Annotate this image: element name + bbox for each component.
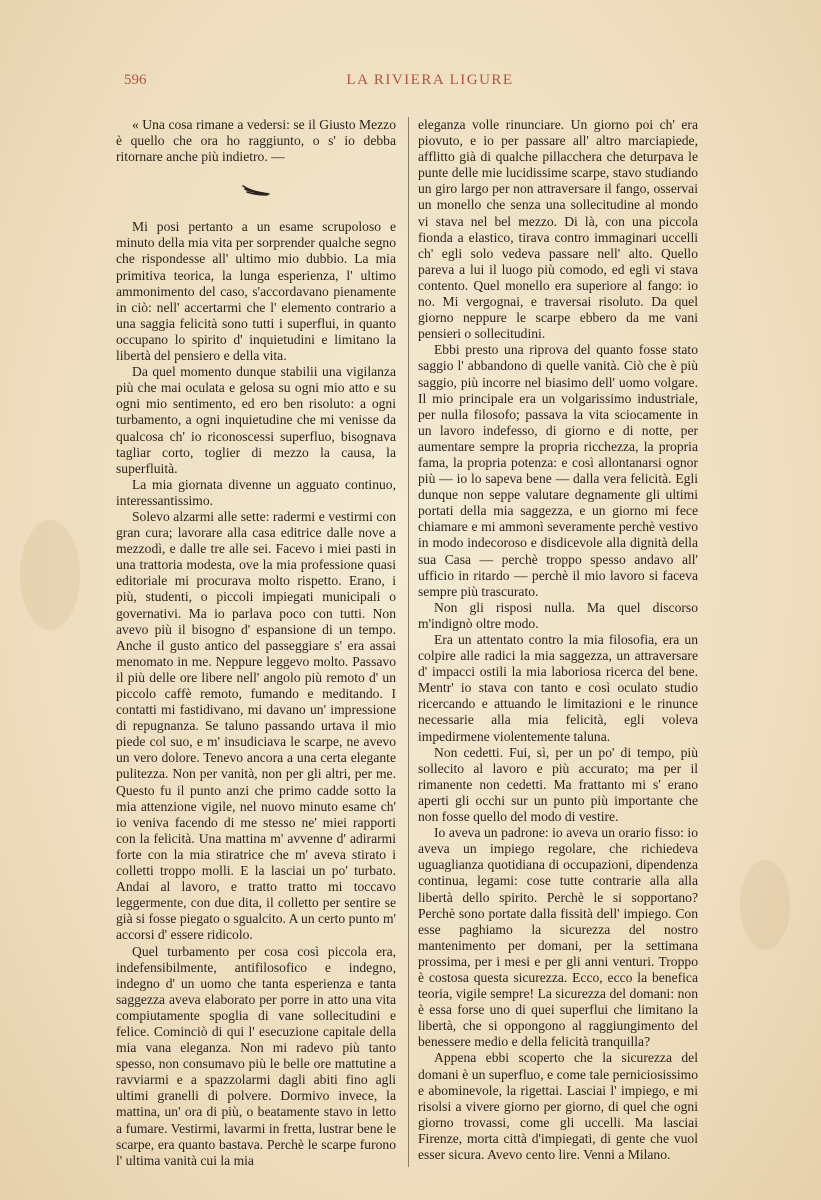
- paper-stain: [740, 860, 790, 950]
- page-number: 596: [124, 72, 147, 88]
- paragraph: Appena ebbi scoperto che la sicurezza del domani è un superfluo, e come tale perniciosissimo e abominevole, la rigettai. Lasciai l' impiego, e mi risolsi a vivere giorno per giorno, di quel che ogni giorno trovassi, come gli uccelli. Ma lasciai Firenze, morta città d'impiegati, di gente che vuol esser sicura. Avevo cento lire. Venni a Milano.: [418, 1050, 698, 1162]
- page-header: [120, 72, 740, 94]
- paragraph: Quel turbamento per cosa così piccola era, indefensibilmente, antifilosofico e indegno, indegno d' un uomo che tanta esperienza e tanta saggezza aveva elaborato per porre in atto una vita compiutamente spoglia di vane sollecitudini e felice. Cominciò di qui l' esecuzione capitale della mia vana eleganza. Non mi radevo più tanto spesso, non consumavo più le belle ore mattutine a ravviarmi e a spazzolarmi dagli abiti fino agli ultimi granelli di polvere. Dormivo invece, la mattina, un' ora di più, o beatamente stavo in letto a fumare. Vestirmi, lavarmi in fretta, lustrar bene le scarpe, era quanto bastava. Perchè le scarpe furono l' ultima vanità cui la mia: [116, 943, 396, 1168]
- paragraph: Da quel momento dunque stabilii una vigilanza più che mai oculata e gelosa su ogni mio atto e su ogni mio sentimento, ed ero ben risoluto: a ogni turbamento, a ogni inquietudine che mi venisse da qualcosa ch' io riconoscessi superfluo, bisognava tagliar corto, toglier di mezzo la causa, la superfluità.: [116, 364, 396, 476]
- paragraph: Non cedetti. Fui, sì, per un po' di tempo, più sollecito al lavoro e più accurato; ma per il rimanente non cedetti. Ma frattanto mi s' erano aperti gli occhi sur un punto più importante che non fosse quello del modo di vestire.: [418, 744, 698, 825]
- paragraph: Io aveva un padrone: io aveva un orario fisso: io aveva un impiego regolare, che richiedeva uguaglianza quotidiana di occupazioni, dipendenza continua, legami: cose tutte contrarie alla alla libertà dello spirito. Perchè le si sopportano? Perchè sono portate dalla fissità dell' impiego. Con esse paghiamo la sicurezza del nostro mantenimento per domani, per la settimana prossima, per i mesi e per gli anni venturi. Troppo è costosa questa sicurezza. Ecco, ecco la benefica teoria, vigile sempre! La sicurezza del domani: non è essa forse uno di quei superflui che limitano la libertà, che si oppongono al raggiungimento del benessere medio e della felicità tranquilla?: [418, 825, 698, 1050]
- paper-stain: [20, 520, 80, 630]
- paragraph: Mi posi pertanto a un esame scrupoloso e minuto della mia vita per sorprender qualche segno che rispondesse all' ultimo mio dubbio. La mia primitiva teorica, la lunga esperienza, l' ultimo ammonimento del caso, s'accordavano pienamente in ciò: nell' accertarmi che l' elemento contrario a una saggia felicità sono tutti i superflui, in quanto occupano lo spirito d' inquietudini e limitano la libertà del pensiero e della vita.: [116, 219, 396, 364]
- right-column: [418, 117, 698, 1163]
- opening-quote: « Una cosa rimane a vedersi: se il Giusto Mezzo è quello che ora ho raggiunto, o s' io debba ritornare anche più indietro. —: [116, 117, 396, 165]
- paragraph: Solevo alzarmi alle sette: radermi e vestirmi con gran cura; lavorare alla casa editrice dalle nove a mezzodì, e dalle tre alle sei. Facevo i miei pasti in una trattoria modesta, ove la mia professione quasi editoriale mi procurava molto rispetto. Erano, i più, studenti, o piccoli impiegati municipali o governativi. Ma io parlava poco con tutti. Non avevo più il bisogno d' espansione di un tempo. Anche il gusto antico del passeggiare s' era assai menomato in me. Neppure leggevo molto. Passavo il più delle ore libere nell' angolo più remoto d' un piccolo caffè remoto, fumando e meditando. I contatti mi fastidivano, mi davano un' impressione di repugnanza. Se taluno passando urtava il mio piede col suo, e m' insudiciava le scarpe, ne avevo un vero dolore. Tenevo ancora a una certa elegante pulitezza. Non per vanità, non per gli altri, per me. Questo fu il punto anzi che primo cadde sotto la mia attenzione vigile, nel nuovo minuto esame ch' io veniva facendo di me stesso ne' miei rapporti con la felicità. Una mattina m' avvenne d' adirarmi forte con la mia stiratrice che m' aveva stirato i colletti troppo molli. E la lasciai un po' turbato. Andai al lavoro, e tratto tratto mi toccavo leggermente, con due dita, il colletto per sentire se già si fosse piegato o sgualcito. A un certo punto m' accorsi d' essere ridicolo.: [116, 508, 396, 943]
- fleuron-ornament-icon: [241, 183, 271, 197]
- paragraph: eleganza volle rinunciare. Un giorno poi ch' era piovuto, e io per passare all' altro marciapiede, afflitto già di qualche pillacchera che deturpava le punte delle mie lucidissime scarpe, stavo studiando un giro largo per non attraversare il fango, osservai un monello che senza una sollecitudine al mondo vi stava nel bel mezzo. Di là, con una piccola fionda a elastico, tirava contro immaginari uccelli ch' egli solo vedeva passare nell' alto. Quello pareva a lui il luogo più comodo, ed egli vi stava contento. Quel monello era superiore al fango: io no. Mi vergognai, e traversai risoluto. Da quel giorno neppure le scarpe ebbero da me vani pensieri o sollecitudini.: [418, 117, 698, 342]
- paragraph: Era un attentato contro la mia filosofia, era un colpire alle radici la mia saggezza, un attraversare d' impacci ostili la mia laboriosa ricerca del bene. Mentr' io stava con tanto e così oculato studio ricercando e attuando le limitazioni e le rinunce necessarie alla mia felicità, egli voleva impedirmene violentemente taluna.: [418, 632, 698, 744]
- running-title: LA RIVIERA LIGURE: [346, 72, 514, 88]
- paragraph: Non gli risposi nulla. Ma quel discorso m'indignò oltre modo.: [418, 599, 698, 631]
- paragraph: Ebbi presto una riprova del quanto fosse stato saggio l' abbandono di quelle vanità. Ciò che è più saggio, più incorre nel biasimo dell' uomo volgare. Il mio principale era un volgarissimo industriale, per nulla filosofo; passava la vita sciocamente in un lavoro indefesso, di giorno e di notte, per aumentare sempre la propria ricchezza, la propria fama, la propria potenza: e così allontanarsi ognor più — io lo sapeva bene — dalla vera felicità. Egli dunque non seppe valutare degnamente gli ultimi portati della mia saggezza, e un giorno mi fece chiamare e mi ammonì severamente perchè vestivo in modo indecoroso e disdicevole alla dignità della sua Casa — perchè troppo spesso andavo all' ufficio in ritardo — perchè il mio lavoro si faceva sempre più trascurato.: [418, 342, 698, 599]
- paragraph: La mia giornata divenne un agguato continuo, interessantissimo.: [116, 476, 396, 508]
- left-column: [116, 117, 396, 1169]
- column-divider: [408, 117, 409, 1167]
